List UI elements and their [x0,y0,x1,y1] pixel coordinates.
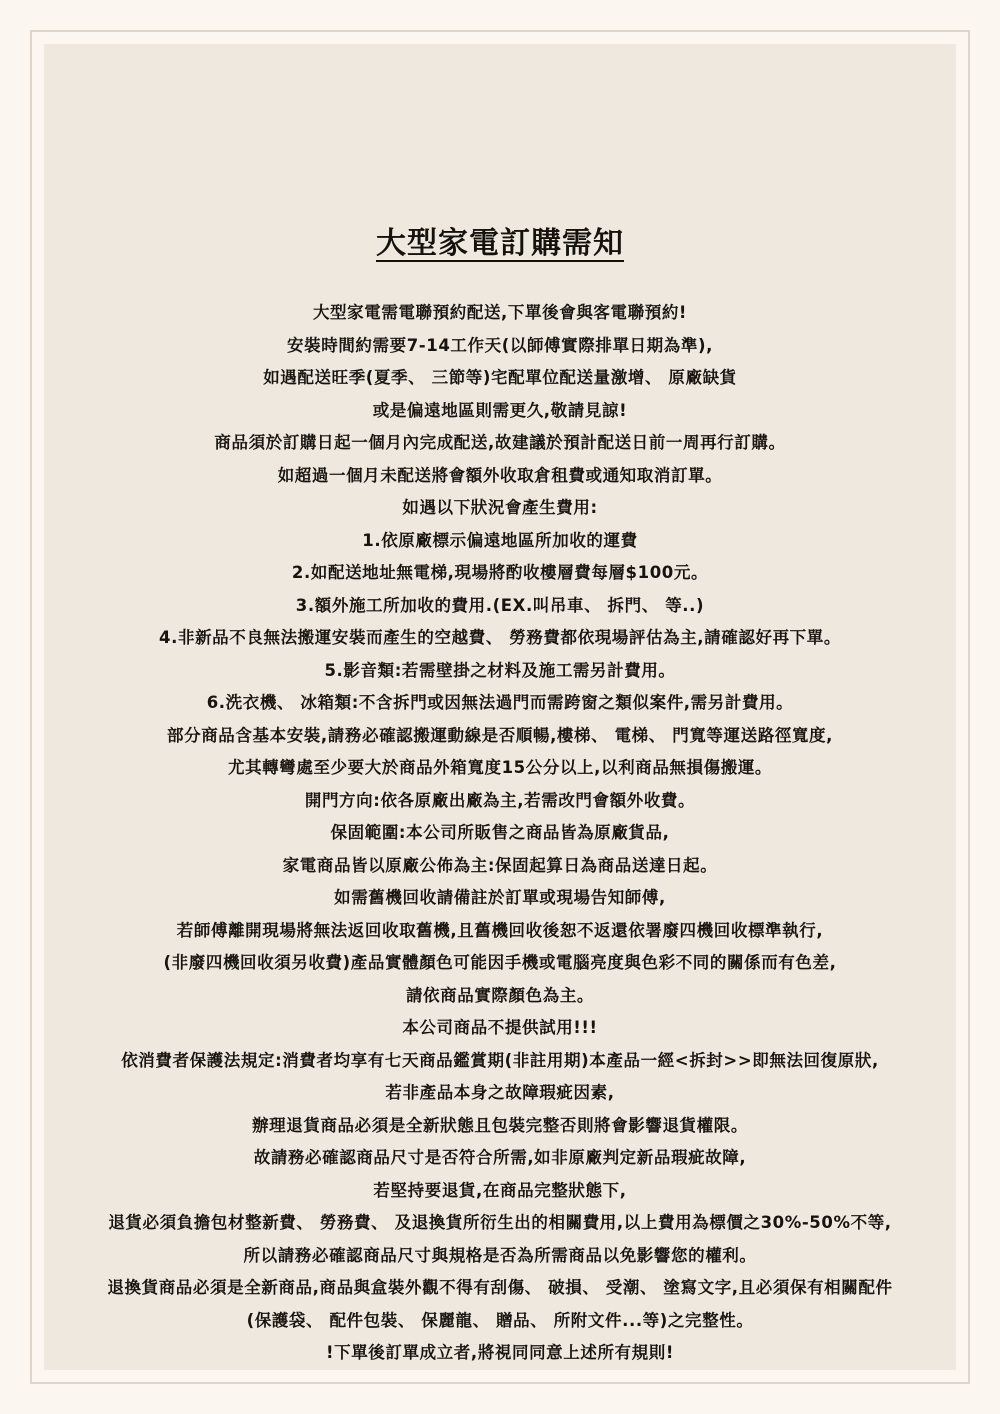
document-title: 大型家電訂購需知 [376,226,624,261]
body-line: 故請務必確認商品尺寸是否符合所需,如非原廠判定新品瑕疵故障, [253,1148,747,1167]
body-line: 退換貨商品必須是全新商品,商品與盒裝外觀不得有刮傷、 破損、 受潮、 塗寫文字,且必須保有相關配件 [107,1278,893,1297]
body-line: 如遇配送旺季(夏季、 三節等)宅配單位配送量激增、 原廠缺貨 [263,368,737,387]
body-line: 保固範圍:本公司所販售之商品皆為原廠貨品, [330,823,670,842]
body-line: 安裝時間約需要7-14工作天(以師傅實際排單日期為準), [287,335,713,355]
body-line: (保護袋、 配件包裝、 保麗龍、 贈品、 所附文件...等)之完整性。 [246,1310,754,1330]
body-line: 若師傅離開現場將無法返回收取舊機,且舊機回收後恕不返還依署廢四機回收標準執行, [176,920,824,940]
body-line: 商品須於訂購日起一個月內完成配送,故建議於預計配送日前一周再行訂購。 [214,433,786,452]
body-line: 大型家電需電聯預約配送,下單後會與客電聯預約! [312,303,688,322]
body-line: 2.如配送地址無電梯,現場將酌收樓層費每層$100元。 [291,563,709,582]
body-line: 如遇以下狀況會產生費用: [402,498,598,517]
body-line: (非廢四機回收須另收費)產品實體顏色可能因手機或電腦亮度與色彩不同的關係而有色差, [163,953,837,972]
body-line: 退貨必須負擔包材整新費、 勞務費、 及退換貨所衍生出的相關費用,以上費用為標價之30%-50%不等, [108,1213,892,1232]
body-line: 6.洗衣機、 冰箱類:不含拆門或因無法過門而需跨窗之類似案件,需另計費用。 [206,693,794,712]
body-line: 尤其轉彎處至少要大於商品外箱寬度15公分以上,以利商品無損傷搬運。 [227,758,773,777]
body-line: 依消費者保護法規定:消費者均享有七天商品鑑賞期(非註用期)本產品一經<拆封>>即無法回復原狀, [121,1050,879,1070]
body-line: !下單後訂單成立者,將視同同意上述所有規則! [325,1343,675,1362]
document-content [44,44,956,1370]
body-line: 3.額外施工所加收的費用.(EX.叫吊車、 拆門、 等..) [295,595,705,615]
body-line: 所以請務必確認商品尺寸與規格是否為所需商品以免影響您的權利。 [243,1245,757,1265]
body-line: 若堅持要退貨,在商品完整狀態下, [373,1180,627,1200]
body-line: 本公司商品不提供試用!!! [402,1018,598,1037]
body-line: 請依商品實際顏色為主。 [405,985,595,1005]
body-line: 家電商品皆以原廠公佈為主:保固起算日為商品送達日起。 [282,855,718,875]
body-line: 如超過一個月未配送將會額外收取倉租費或通知取消訂單。 [277,465,723,485]
body-line: 1.依原廠標示偏遠地區所加收的運費 [362,530,638,550]
body-line: 開門方向:依各原廠出廠為主,若需改門會額外收費。 [304,790,696,810]
body-line: 5.影音類:若需壁掛之材料及施工需另計費用。 [324,660,676,680]
body-line: 或是偏遠地區則需更久,敬請見諒! [372,400,628,420]
body-line: 部分商品含基本安裝,請務必確認搬運動線是否順暢,樓梯、 電梯、 門寬等運送路徑寬度, [167,725,833,745]
document-body [74,297,926,1370]
body-line: 辦理退貨商品必須是全新狀態且包裝完整否則將會影響退貨權限。 [252,1115,748,1135]
body-line: 若非產品本身之故障瑕疵因素, [385,1083,615,1102]
body-line: 如需舊機回收請備註於訂單或現場告知師傅, [334,888,666,907]
body-line: 4.非新品不良無法搬運安裝而產生的空越費、 勞務費都依現場評估為主,請確認好再下單。 [159,628,841,647]
